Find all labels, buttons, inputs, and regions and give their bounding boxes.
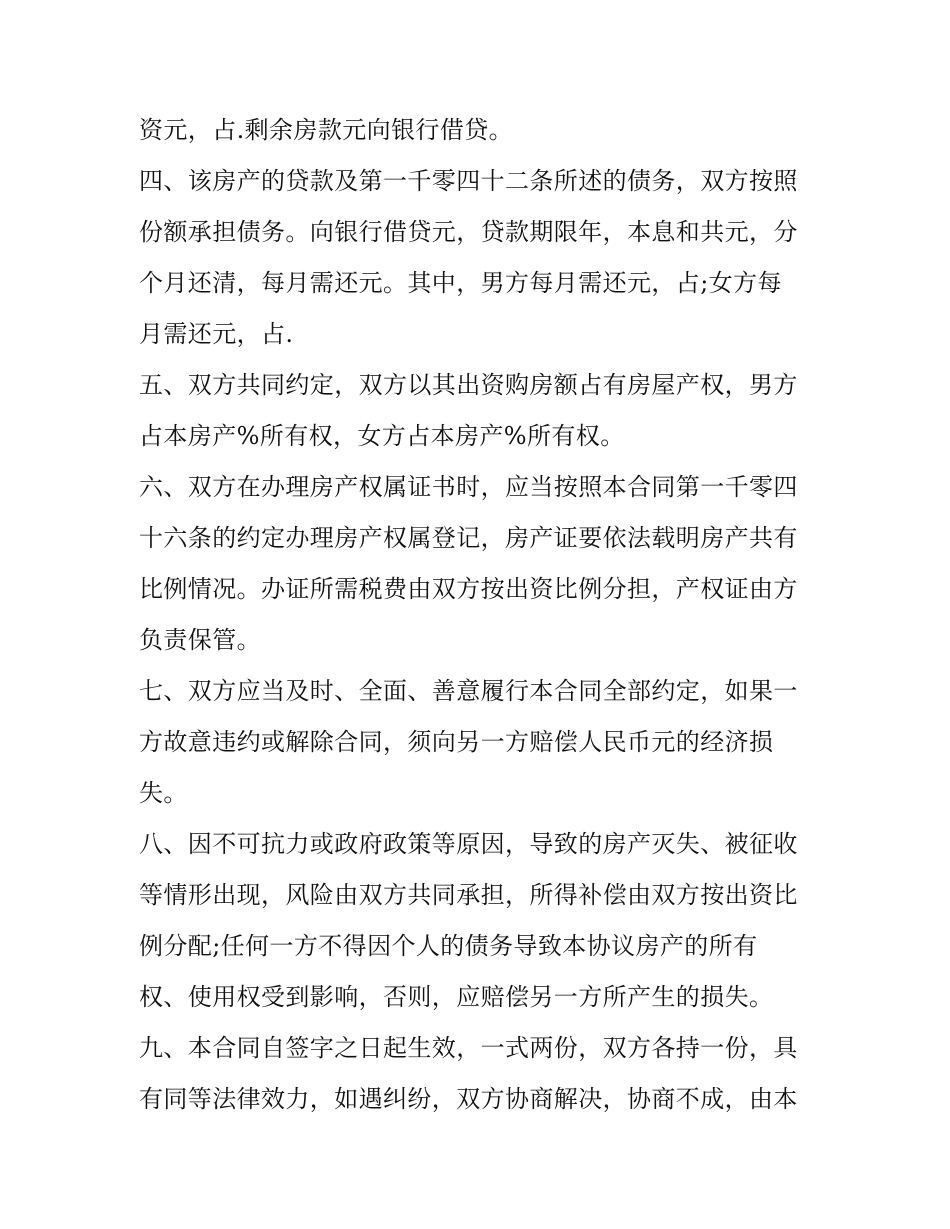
text-line: 比例情况。办证所需税费由双方按出资比例分担，产权证由方: [139, 575, 798, 603]
text-line: 十六条的约定办理房产权属登记，房产证要依法载明房产共有: [139, 524, 798, 552]
text-line: 八、因不可抗力或政府政策等原因，导致的房产灭失、被征收: [139, 830, 798, 858]
text-line: 个月还清，每月需还元。其中，男方每月需还元，占;女方每: [139, 269, 782, 297]
text-line: 资元，占.剩余房款元向银行借贷。: [139, 116, 514, 144]
text-line: 五、双方共同约定，双方以其出资购房额占有房屋产权，男方: [139, 371, 798, 399]
text-line: 等情形出现，风险由双方共同承担，所得补偿由双方按出资比: [139, 881, 798, 909]
contract-body-text: [139, 105, 819, 1125]
text-line: 月需还元，占.: [139, 320, 294, 348]
text-line: 份额承担债务。向银行借贷元，贷款期限年，本息和共元，分: [139, 218, 798, 246]
text-line: 六、双方在办理房产权属证书时，应当按照本合同第一千零四: [139, 473, 798, 501]
text-line: 方故意违约或解除合同，须向另一方赔偿人民币元的经济损: [139, 728, 774, 756]
text-line: 九、本合同自签字之日起生效，一式两份，双方各持一份，具: [139, 1034, 798, 1062]
text-line: 失。: [139, 779, 188, 807]
text-line: 占本房产%所有权，女方占本房产%所有权。: [139, 422, 625, 450]
text-line: 负责保管。: [139, 626, 261, 654]
text-line: 有同等法律效力，如遇纠纷，双方协商解决，协商不成，由本: [139, 1085, 798, 1113]
text-line: 七、双方应当及时、全面、善意履行本合同全部约定，如果一: [139, 677, 798, 705]
text-line: 四、该房产的贷款及第一千零四十二条所述的债务，双方按照: [139, 167, 798, 195]
text-line: 权、使用权受到影响，否则，应赔偿另一方所产生的损失。: [139, 983, 774, 1011]
text-line: 例分配;任何一方不得因个人的债务导致本协议房产的所有: [139, 932, 758, 960]
